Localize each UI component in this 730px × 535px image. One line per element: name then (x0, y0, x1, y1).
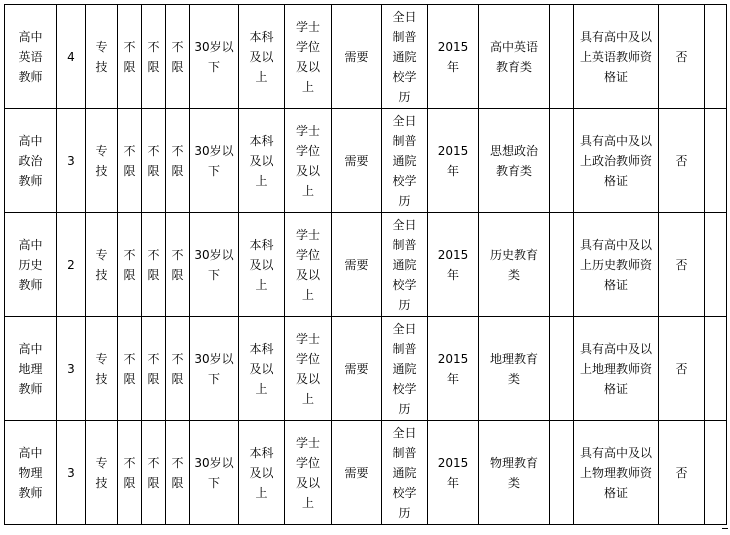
major-cell: 高中英语教育类 (479, 5, 550, 109)
major-cell: 物理教育类 (479, 421, 550, 525)
age-cell: 30岁以下 (190, 109, 239, 213)
position-cell: 高中地理教师 (5, 317, 57, 421)
education-cell: 本科及以上 (239, 5, 285, 109)
empty-cell (705, 5, 727, 109)
empty-cell (705, 109, 727, 213)
count-cell: 3 (57, 317, 86, 421)
degree-cell: 学士学位及以上 (285, 5, 332, 109)
flag-cell: 否 (659, 109, 705, 213)
limit-cell-3: 不限 (166, 109, 190, 213)
education-cell: 本科及以上 (239, 109, 285, 213)
age-cell: 30岁以下 (190, 421, 239, 525)
limit-cell-2: 不限 (142, 5, 166, 109)
recruitment-table (4, 4, 727, 525)
year-cell: 2015年 (428, 5, 479, 109)
blank-cell (550, 5, 574, 109)
need-cell: 需要 (332, 5, 382, 109)
need-cell: 需要 (332, 421, 382, 525)
limit-cell-1: 不限 (118, 317, 142, 421)
age-cell: 30岁以下 (190, 317, 239, 421)
table-row (5, 421, 727, 525)
certificate-cell: 具有高中及以上历史教师资格证 (574, 213, 659, 317)
limit-cell-1: 不限 (118, 213, 142, 317)
degree-cell: 学士学位及以上 (285, 109, 332, 213)
major-cell: 历史教育类 (479, 213, 550, 317)
education-cell: 本科及以上 (239, 421, 285, 525)
limit-cell-2: 不限 (142, 213, 166, 317)
category-cell: 专技 (86, 317, 118, 421)
year-cell: 2015年 (428, 317, 479, 421)
blank-cell (550, 109, 574, 213)
year-cell: 2015年 (428, 421, 479, 525)
education-cell: 本科及以上 (239, 317, 285, 421)
age-cell: 30岁以下 (190, 5, 239, 109)
need-cell: 需要 (332, 213, 382, 317)
limit-cell-3: 不限 (166, 5, 190, 109)
major-cell: 思想政治教育类 (479, 109, 550, 213)
count-cell: 4 (57, 5, 86, 109)
degree-cell: 学士学位及以上 (285, 317, 332, 421)
position-cell: 高中政治教师 (5, 109, 57, 213)
category-cell: 专技 (86, 421, 118, 525)
certificate-cell: 具有高中及以上物理教师资格证 (574, 421, 659, 525)
empty-cell (705, 317, 727, 421)
need-cell: 需要 (332, 109, 382, 213)
need-cell: 需要 (332, 317, 382, 421)
position-cell: 高中物理教师 (5, 421, 57, 525)
degree-cell: 学士学位及以上 (285, 213, 332, 317)
table-corner-mark (722, 528, 728, 529)
limit-cell-2: 不限 (142, 317, 166, 421)
age-cell: 30岁以下 (190, 213, 239, 317)
count-cell: 3 (57, 421, 86, 525)
certificate-cell: 具有高中及以上政治教师资格证 (574, 109, 659, 213)
certificate-cell: 具有高中及以上地理教师资格证 (574, 317, 659, 421)
table-row (5, 109, 727, 213)
blank-cell (550, 317, 574, 421)
study-type-cell: 全日制普通院校学历 (382, 317, 428, 421)
flag-cell: 否 (659, 213, 705, 317)
empty-cell (705, 213, 727, 317)
study-type-cell: 全日制普通院校学历 (382, 213, 428, 317)
category-cell: 专技 (86, 109, 118, 213)
year-cell: 2015年 (428, 109, 479, 213)
empty-cell (705, 421, 727, 525)
flag-cell: 否 (659, 421, 705, 525)
table-row (5, 5, 727, 109)
study-type-cell: 全日制普通院校学历 (382, 109, 428, 213)
flag-cell: 否 (659, 5, 705, 109)
count-cell: 3 (57, 109, 86, 213)
category-cell: 专技 (86, 213, 118, 317)
degree-cell: 学士学位及以上 (285, 421, 332, 525)
major-cell: 地理教育类 (479, 317, 550, 421)
year-cell: 2015年 (428, 213, 479, 317)
table-row (5, 213, 727, 317)
count-cell: 2 (57, 213, 86, 317)
category-cell: 专技 (86, 5, 118, 109)
education-cell: 本科及以上 (239, 213, 285, 317)
certificate-cell: 具有高中及以上英语教师资格证 (574, 5, 659, 109)
table-row (5, 317, 727, 421)
limit-cell-2: 不限 (142, 421, 166, 525)
limit-cell-3: 不限 (166, 317, 190, 421)
limit-cell-1: 不限 (118, 421, 142, 525)
blank-cell (550, 213, 574, 317)
limit-cell-1: 不限 (118, 109, 142, 213)
limit-cell-3: 不限 (166, 213, 190, 317)
position-cell: 高中历史教师 (5, 213, 57, 317)
study-type-cell: 全日制普通院校学历 (382, 5, 428, 109)
flag-cell: 否 (659, 317, 705, 421)
limit-cell-1: 不限 (118, 5, 142, 109)
limit-cell-2: 不限 (142, 109, 166, 213)
study-type-cell: 全日制普通院校学历 (382, 421, 428, 525)
position-cell: 高中英语教师 (5, 5, 57, 109)
limit-cell-3: 不限 (166, 421, 190, 525)
blank-cell (550, 421, 574, 525)
